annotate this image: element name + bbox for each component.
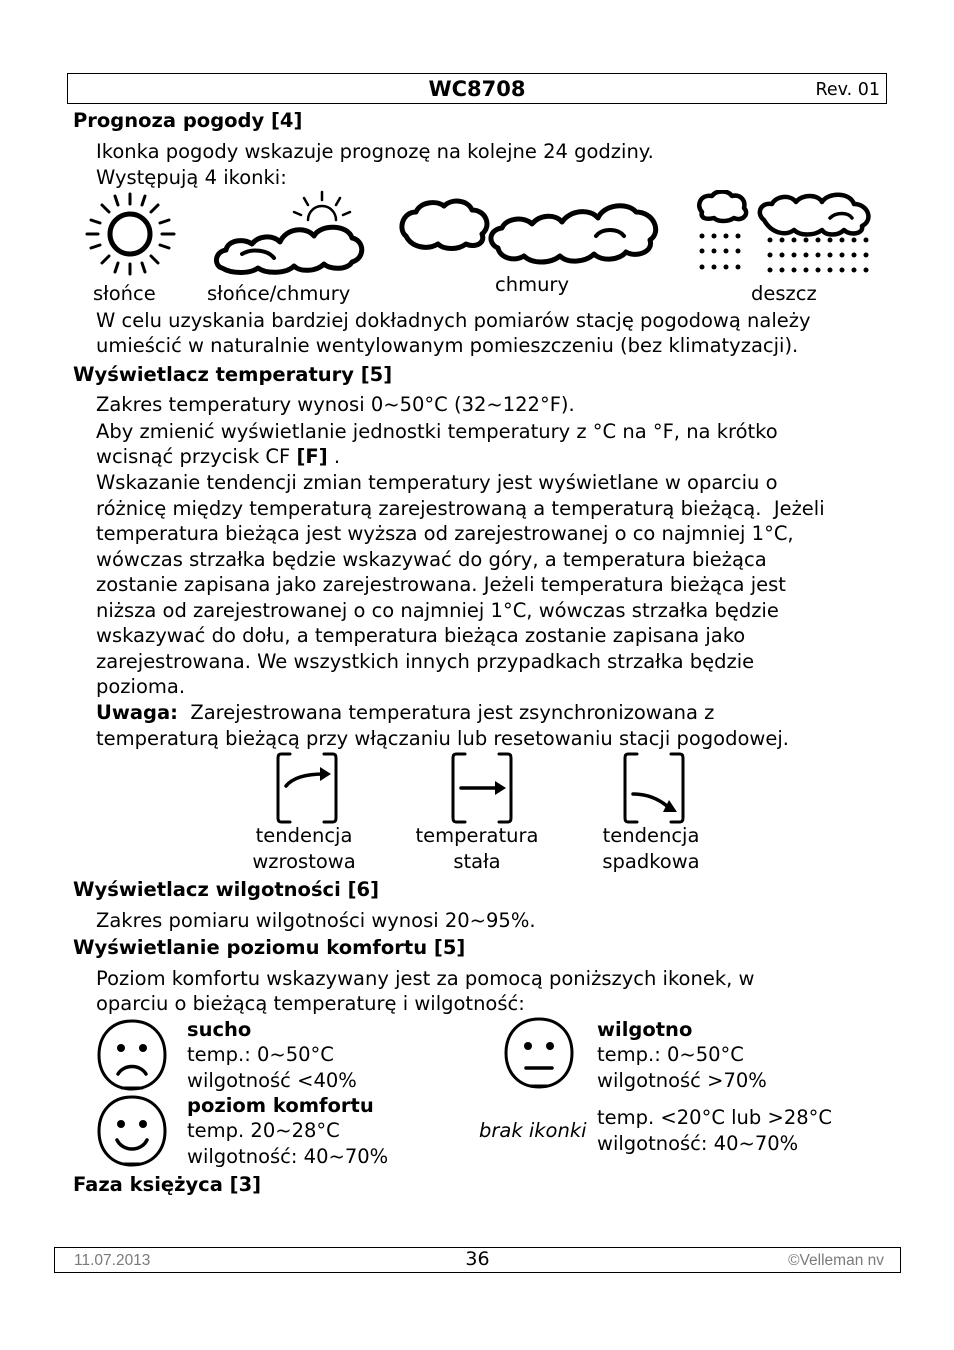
temperature-note-line1 [96, 700, 714, 726]
comfort-none-label: brak ikonki [479, 1119, 587, 1142]
trend-para-line9: pozioma. [96, 675, 186, 698]
comfort-dry-title: sucho [187, 1018, 252, 1041]
footer-date: 11.07.2013 [74, 1252, 151, 1269]
temperature-line2: Aby zmienić wyświetlanie jednostki temperatury z °C na °F, na krótko [96, 420, 778, 443]
comfort-line1: Poziom komfortu wskazywany jest za pomocą poniższych ikonek, w [96, 967, 755, 990]
comfort-ok-humidity: wilgotność: 40~70% [187, 1145, 389, 1168]
humidity-line1: Zakres pomiaru wilgotności wynosi 20~95%. [96, 909, 536, 932]
trend-steady-icon [451, 752, 513, 824]
forecast-line2: Występują 4 ikonki: [96, 166, 287, 189]
trend-para-line8: zarejestrowana. We wszystkich innych przypadkach strzałka będzie [96, 650, 755, 673]
weather-label-partly-cloudy: słońce/chmury [207, 282, 351, 305]
temperature-line3 [96, 444, 340, 470]
comfort-none-temp: temp. <20°C lub >28°C [597, 1106, 832, 1129]
rain-drops [700, 234, 869, 273]
page-number: 36 [465, 1248, 490, 1270]
temperature-line3-end: . [327, 445, 341, 468]
trend-up-caption-line2: wzrostowa [252, 849, 356, 873]
comfort-line2: oparciu o bieżącą temperaturę i wilgotność: [96, 992, 525, 1015]
cf-button-ref: [F] [296, 445, 328, 468]
forecast-note-line2: umieścić w naturalnie wentylowanym pomieszczeniu (bez klimatyzacji). [96, 334, 799, 357]
footer-copyright: ©Velleman nv [788, 1252, 884, 1269]
rain-icon [694, 190, 878, 280]
temperature-note-line2: temperaturą bieżącą przy włączaniu lub resetowaniu stacji pogodowej. [96, 727, 789, 750]
temperature-line3-text: wcisnąć przycisk CF [96, 445, 297, 468]
trend-para-line5: zostanie zapisana jako zarejestrowana. Jeżeli temperatura bieżąca jest [96, 573, 786, 596]
comfort-dry-temp: temp.: 0~50°C [187, 1043, 334, 1066]
comfort-ok-title: poziom komfortu [187, 1094, 374, 1117]
comfort-wet-title: wilgotno [597, 1018, 693, 1041]
footer-box [54, 1247, 901, 1273]
trend-down-caption-line1: tendencja [602, 824, 700, 847]
weather-label-rain: deszcz [751, 282, 817, 305]
trend-para-line2: różnicę między temperaturą zarejestrowaną a temperaturą bieżącą. Jeżeli [96, 497, 825, 520]
section-heading-forecast: Prognoza pogody [4] [73, 109, 303, 132]
weather-label-cloudy: chmury [495, 273, 569, 296]
comfort-wet-temp: temp.: 0~50°C [597, 1043, 744, 1066]
revision-label: Rev. 01 [815, 80, 880, 100]
section-heading-moon: Faza księżyca [3] [73, 1173, 262, 1196]
section-heading-comfort: Wyświetlanie poziomu komfortu [5] [73, 936, 466, 959]
model-title: WC8708 [428, 77, 526, 101]
sun-icon [84, 192, 178, 276]
trend-up-caption [234, 823, 374, 874]
trend-para-line3: temperatura bieżąca jest wyższa od zarejestrowanej o co najmniej 1°C, [96, 522, 794, 545]
forecast-note-line1: W celu uzyskania bardziej dokładnych pomiarów stację pogodową należy [96, 309, 811, 332]
trend-para-line7: wskazywać do dołu, a temperatura bieżąca zostanie zapisana jako [96, 624, 746, 647]
section-heading-temperature: Wyświetlacz temperatury [5] [73, 363, 393, 386]
smile-face-icon [96, 1094, 168, 1168]
temperature-line1: Zakres temperatury wynosi 0~50°C (32~122°F). [96, 393, 575, 416]
trend-up-caption-line1: tendencja [255, 824, 353, 847]
trend-up-icon [276, 752, 338, 824]
trend-steady-caption-line1: temperatura [415, 824, 539, 847]
trend-down-caption-line2: spadkowa [602, 849, 700, 873]
forecast-line1: Ikonka pogody wskazuje prognozę na kolejne 24 godziny. [96, 140, 654, 163]
partly-cloudy-icon [212, 188, 367, 280]
cloudy-icon [396, 196, 668, 268]
neutral-face-icon [503, 1016, 575, 1090]
header-box [67, 73, 887, 104]
trend-para-line6: niższa od zarejestrowanej o co najmniej 1°C, wówczas strzałka będzie [96, 599, 779, 622]
trend-down-icon [623, 752, 685, 824]
section-heading-humidity: Wyświetlacz wilgotności [6] [73, 878, 379, 901]
trend-para-line1: Wskazanie tendencji zmian temperatury jest wyświetlane w oparciu o [96, 471, 778, 494]
trend-steady-caption-line2: stała [453, 849, 501, 873]
trend-steady-caption [402, 823, 552, 874]
frown-face-icon [96, 1018, 168, 1092]
trend-para-line4: wówczas strzałka będzie wskazywać do góry, a temperatura bieżąca [96, 548, 767, 571]
comfort-dry-humidity: wilgotność <40% [187, 1069, 357, 1092]
comfort-none-humidity: wilgotność: 40~70% [597, 1132, 799, 1155]
comfort-wet-humidity: wilgotność >70% [597, 1069, 767, 1092]
note-label: Uwaga: [96, 701, 178, 724]
note-text: Zarejestrowana temperatura jest zsynchronizowana z [177, 701, 715, 724]
weather-label-sun: słońce [93, 282, 156, 305]
trend-down-caption [581, 823, 721, 874]
comfort-ok-temp: temp. 20~28°C [187, 1119, 340, 1142]
